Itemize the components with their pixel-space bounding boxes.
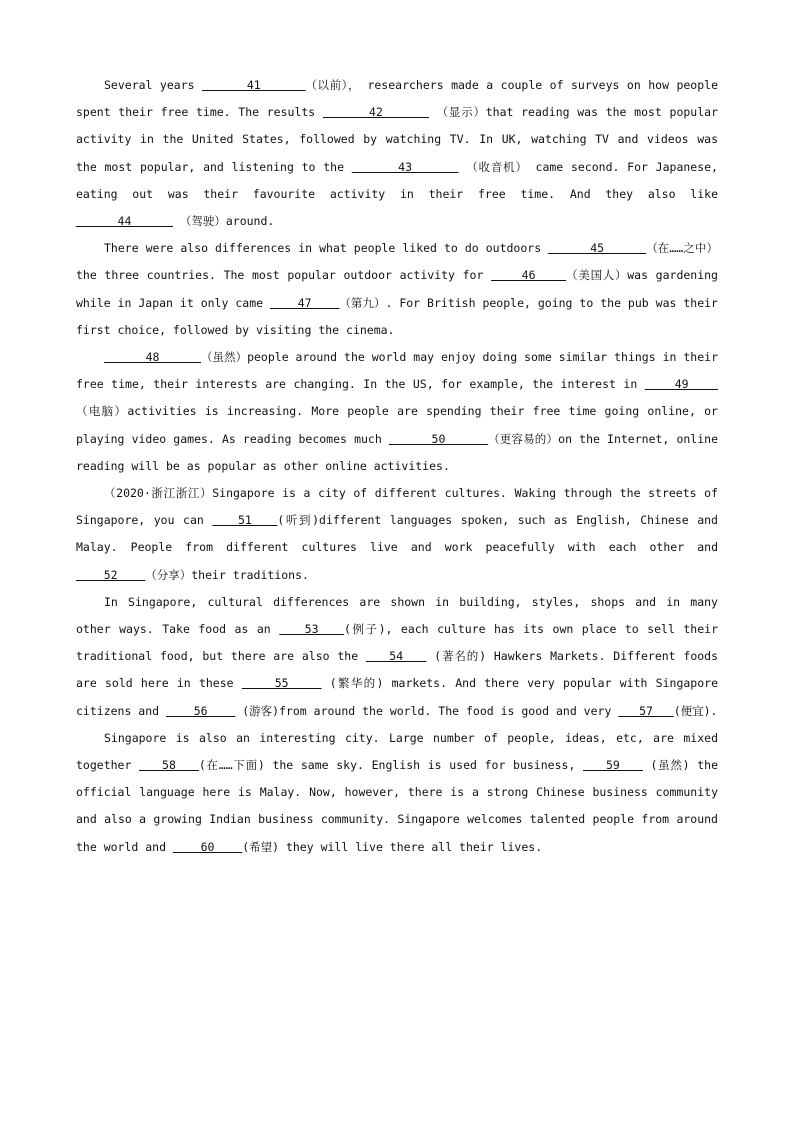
answer-blank[interactable]: 59 — [583, 758, 643, 773]
answer-blank[interactable]: 45 — [548, 241, 647, 256]
answer-blank[interactable]: 42 — [322, 105, 429, 120]
answer-blank[interactable]: 52 — [76, 567, 146, 582]
paragraph-text: (例子), each culture has its own place to sell their traditional food, but there are also the — [76, 622, 718, 664]
paragraph-text: （驾驶）around. — [172, 214, 275, 229]
paragraph-text: （在……之中）the three countries. The most popular outdoor activity for — [76, 241, 718, 283]
passage-paragraph — [76, 480, 718, 589]
paragraph-text: (便宜). — [673, 703, 718, 718]
paragraph-text: (繁华的) markets. And there very popular with Singapore citizens and — [76, 676, 718, 718]
paragraph-text: （美国人）was gardening while in Japan it only came — [76, 268, 718, 310]
paragraph-text: Singapore is also an interesting city. Large number of people, ideas, etc, are mixed together — [76, 730, 718, 773]
paragraph-text: （虽然）people around the world may enjoy doing some similar things in their free time, their interests are changing. In the US, for example, the interest in — [76, 350, 718, 392]
paragraph-text: In Singapore, cultural differences are shown in building, styles, shops and in many other ways. Take food as an — [76, 594, 718, 637]
paragraph-text: (游客)from around the world. The food is good and very — [235, 703, 619, 718]
paragraph-text: （更容易的）on the Internet, online reading will be as popular as other online activities. — [76, 431, 718, 473]
document-page — [76, 72, 718, 861]
paragraph-text: There were also differences in what people liked to do outdoors — [104, 241, 549, 256]
paragraph-text: （电脑）activities is increasing. More people are spending their free time going online, or playing video games. As reading becomes much — [76, 404, 718, 446]
paragraph-text: (著名的) Hawkers Markets. Different foods are sold here in these — [76, 649, 719, 691]
answer-blank[interactable]: 55 — [241, 676, 322, 691]
answer-blank[interactable]: 54 — [365, 649, 427, 664]
passage-paragraph — [76, 344, 718, 480]
answer-blank[interactable]: 50 — [388, 431, 489, 446]
paragraph-text: Several years — [104, 78, 203, 92]
paragraph-text: (希望) they will live there all their lives. — [242, 839, 543, 854]
passage-paragraph — [76, 589, 718, 725]
paragraph-text: （收音机） came second. For Japanese, eating out was their favourite activity in their free time. And they also like — [76, 159, 718, 201]
paragraph-text: （2020·浙江浙江）Singapore is a city of different cultures. Waking through the streets of Singapore, you can — [76, 486, 718, 528]
paragraph-text: (虽然) the official language here is Malay. Now, however, there is a strong Chinese business community and also a growing Indian business community. Singapore welcomes talented people from around the world and — [76, 758, 719, 854]
answer-blank[interactable]: 57 — [618, 703, 674, 718]
answer-blank[interactable]: 51 — [212, 513, 278, 528]
paragraph-text: （以前）， researchers made a couple of surveys on how people spent their free time. The results — [76, 78, 719, 120]
answer-blank[interactable]: 43 — [351, 159, 459, 174]
paragraph-text: （分享）their traditions. — [145, 567, 309, 582]
answer-blank[interactable]: 49 — [644, 377, 718, 392]
passage-paragraph — [76, 235, 718, 344]
passage-paragraph — [76, 72, 718, 235]
paragraph-text: (在……下面) the same sky. English is used for business, — [198, 758, 584, 773]
answer-blank[interactable]: 41 — [202, 78, 306, 92]
answer-blank[interactable]: 58 — [139, 758, 199, 773]
answer-blank[interactable]: 56 — [166, 703, 236, 718]
answer-blank[interactable]: 47 — [269, 295, 340, 310]
answer-blank[interactable]: 44 — [76, 214, 173, 229]
answer-blank[interactable]: 46 — [491, 268, 567, 283]
paragraph-text: （第九）. For British people, going to the pub was their first choice, followed by visiting the cinema. — [76, 295, 718, 337]
paragraph-text: （显示）that reading was the most popular activity in the United States, followed by watching TV. In UK, watching TV and videos was the most popular, and listening to the — [76, 105, 719, 174]
passage-paragraph — [76, 725, 718, 861]
answer-blank[interactable]: 48 — [104, 350, 202, 365]
answer-blank[interactable]: 60 — [172, 839, 243, 854]
answer-blank[interactable]: 53 — [279, 622, 344, 637]
paragraph-text: (听到)different languages spoken, such as English, Chinese and Malay. People from different cultures live and work peacefully with each other and — [76, 513, 718, 555]
